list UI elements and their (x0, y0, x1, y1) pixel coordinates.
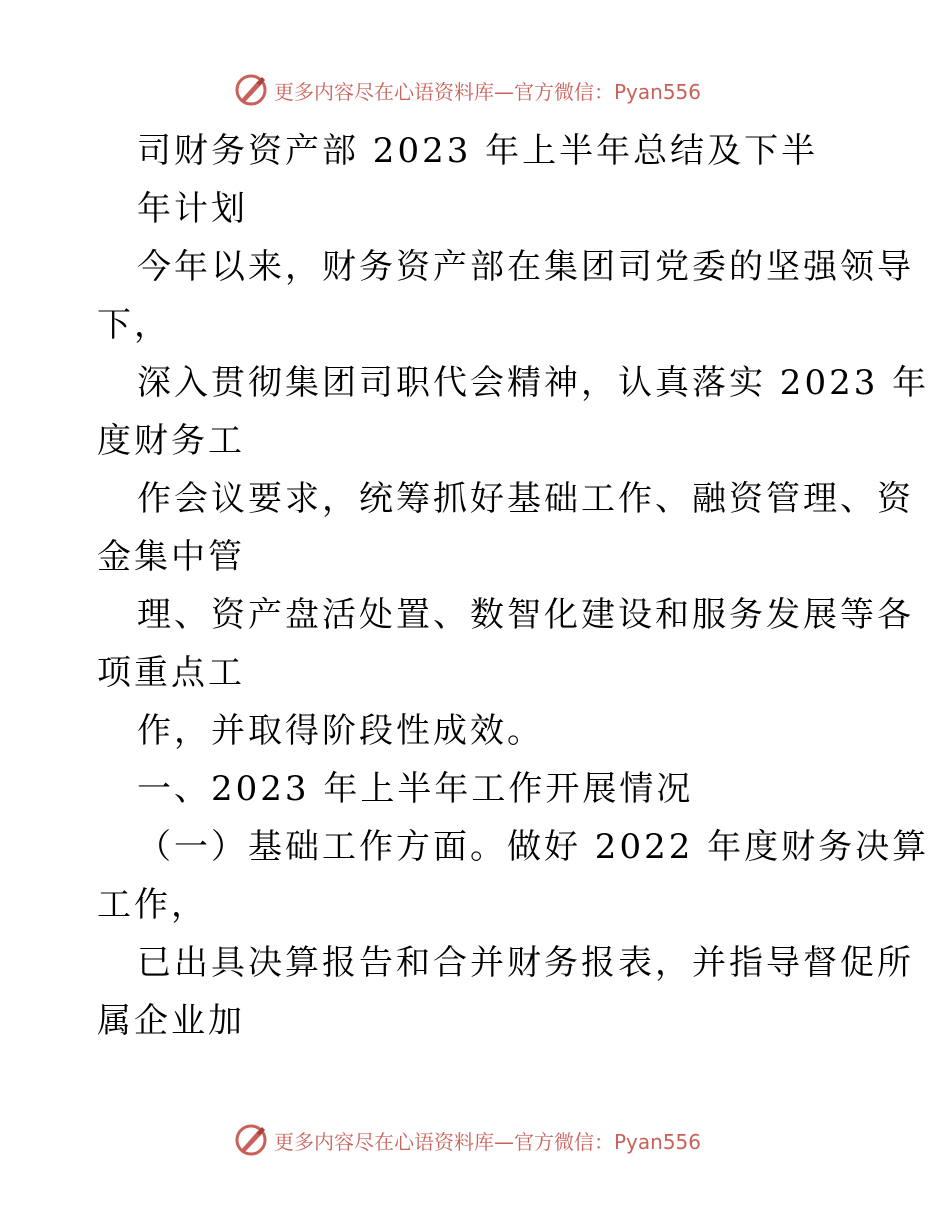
document-line: 工作， (97, 885, 208, 925)
document-line: 金集中管 (97, 537, 245, 577)
document-line: 今年以来，财务资产部在集团司党委的坚强领导 (137, 247, 914, 287)
document-line: 作会议要求，统筹抓好基础工作、融资管理、资 (137, 479, 914, 519)
document-line: 下， (97, 305, 171, 345)
document-line: （一）基础工作方面。做好 2022 年度财务决算 (137, 827, 930, 867)
document-line: 项重点工 (97, 653, 245, 693)
document-line: 度财务工 (97, 421, 245, 461)
document-line: 作，并取得阶段性成效。 (137, 711, 544, 751)
document-body (97, 122, 930, 1050)
header-watermark (234, 72, 701, 108)
watermark-text: 更多内容尽在心语资料库—官方微信：Pyan556 (274, 79, 702, 104)
document-line: 年计划 (137, 189, 248, 229)
pen-logo-icon (234, 73, 268, 107)
document-line: 司财务资产部 2023 年上半年总结及下半 (137, 131, 819, 171)
pen-logo-icon (234, 1123, 268, 1157)
footer-watermark (234, 1122, 701, 1158)
watermark-text: 更多内容尽在心语资料库—官方微信：Pyan556 (274, 1129, 702, 1154)
document-line: 理、资产盘活处置、数智化建设和服务发展等各 (137, 595, 914, 635)
document-line: 深入贯彻集团司职代会精神，认真落实 2023 年 (137, 363, 930, 403)
document-line: 一、2023 年上半年工作开展情况 (137, 769, 694, 809)
document-line: 属企业加 (97, 1001, 245, 1041)
document-line: 已出具决算报告和合并财务报表，并指导督促所 (137, 943, 914, 983)
